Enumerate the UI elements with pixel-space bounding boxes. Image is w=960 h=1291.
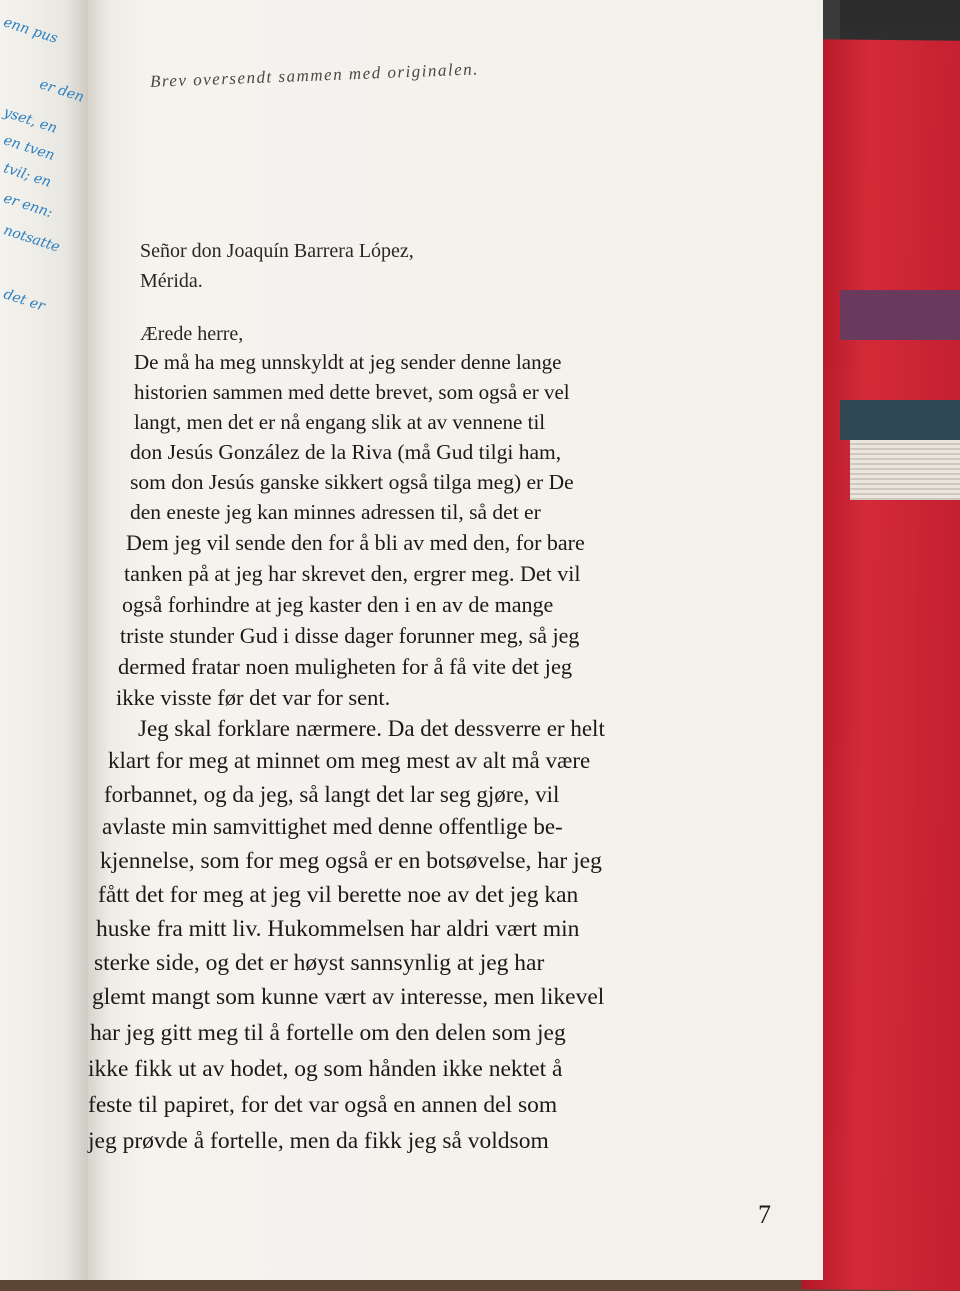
body-line: don Jesús González de la Riva (må Gud tilgi ham, bbox=[130, 440, 562, 464]
teal-book-spine bbox=[840, 400, 960, 440]
body-line: forbannet, og da jeg, så langt det lar seg gjøre, vil bbox=[104, 782, 560, 807]
body-line: den eneste jeg kan minnes adressen til, så det er bbox=[130, 500, 541, 524]
left-page-fragment: er enn: bbox=[1, 190, 55, 222]
body-line: tanken på at jeg har skrevet den, ergrer meg. Det vil bbox=[124, 561, 581, 586]
body-line: historien sammen med dette brevet, som også er vel bbox=[134, 380, 570, 404]
left-page-fragment: notsatte bbox=[1, 222, 62, 256]
body-line: klart for meg at minnet om meg mest av alt må være bbox=[108, 748, 591, 773]
addressee-name: Señor don Joaquín Barrera López, bbox=[140, 240, 414, 262]
body-line: ikke fikk ut av hodet, og som hånden ikke nektet å bbox=[88, 1056, 563, 1082]
purple-book-spine bbox=[840, 290, 960, 340]
body-line: har jeg gitt meg til å fortelle om den delen som jeg bbox=[90, 1020, 566, 1046]
left-page-fragment: er den bbox=[37, 76, 86, 106]
left-page-fragment: en tven bbox=[1, 132, 57, 164]
body-line: glemt mangt som kunne vært av interesse, men likevel bbox=[92, 984, 605, 1010]
body-line: triste stunder Gud i disse dager forunner meg, så jeg bbox=[120, 623, 580, 648]
body-line: sterke side, og det er høyst sannsynlig at jeg har bbox=[94, 950, 545, 976]
body-line: kjennelse, som for meg også er en botsøvelse, har jeg bbox=[100, 848, 602, 874]
left-page bbox=[0, 0, 92, 1280]
body-line: De må ha meg unnskyldt at jeg sender denne lange bbox=[134, 350, 562, 374]
body-line: langt, men det er nå engang slik at av vennene til bbox=[134, 410, 546, 434]
body-line: dermed fratar noen muligheten for å få vite det jeg bbox=[118, 654, 573, 679]
left-page-fragment: tvil; en bbox=[1, 160, 54, 191]
greeting: Ærede herre, bbox=[140, 323, 244, 345]
body-line: Jeg skal forklare nærmere. Da det dessverre er helt bbox=[138, 716, 605, 741]
page-number: 7 bbox=[758, 1200, 771, 1229]
body-line: som don Jesús ganske sikkert også tilga meg) er De bbox=[130, 470, 574, 494]
left-page-fragment: yset, en bbox=[1, 104, 59, 137]
body-line: fått det for meg at jeg vil berette noe av det jeg kan bbox=[98, 882, 579, 908]
stacked-pages bbox=[850, 440, 960, 500]
body-line: også forhindre at jeg kaster den i en av de mange bbox=[122, 592, 554, 617]
left-page-fragment: enn pus bbox=[1, 14, 60, 47]
body-line: huske fra mitt liv. Hukommelsen har aldri vært min bbox=[96, 916, 580, 942]
body-line: feste til papiret, for det var også en annen del som bbox=[88, 1092, 558, 1118]
body-line: ikke visste før det var for sent. bbox=[116, 685, 391, 710]
body-line: Dem jeg vil sende den for å bli av med den, for bare bbox=[126, 530, 585, 555]
body-line: avlaste min samvittighet med denne offentlige be- bbox=[102, 814, 563, 839]
body-line: jeg prøvde å fortelle, men da fikk jeg så voldsom bbox=[88, 1128, 549, 1154]
left-page-fragment: det er bbox=[1, 286, 47, 315]
book-cover-red bbox=[801, 39, 960, 1291]
header-note: Brev oversendt sammen med originalen. bbox=[149, 59, 480, 91]
addressee-city: Mérida. bbox=[140, 270, 203, 292]
